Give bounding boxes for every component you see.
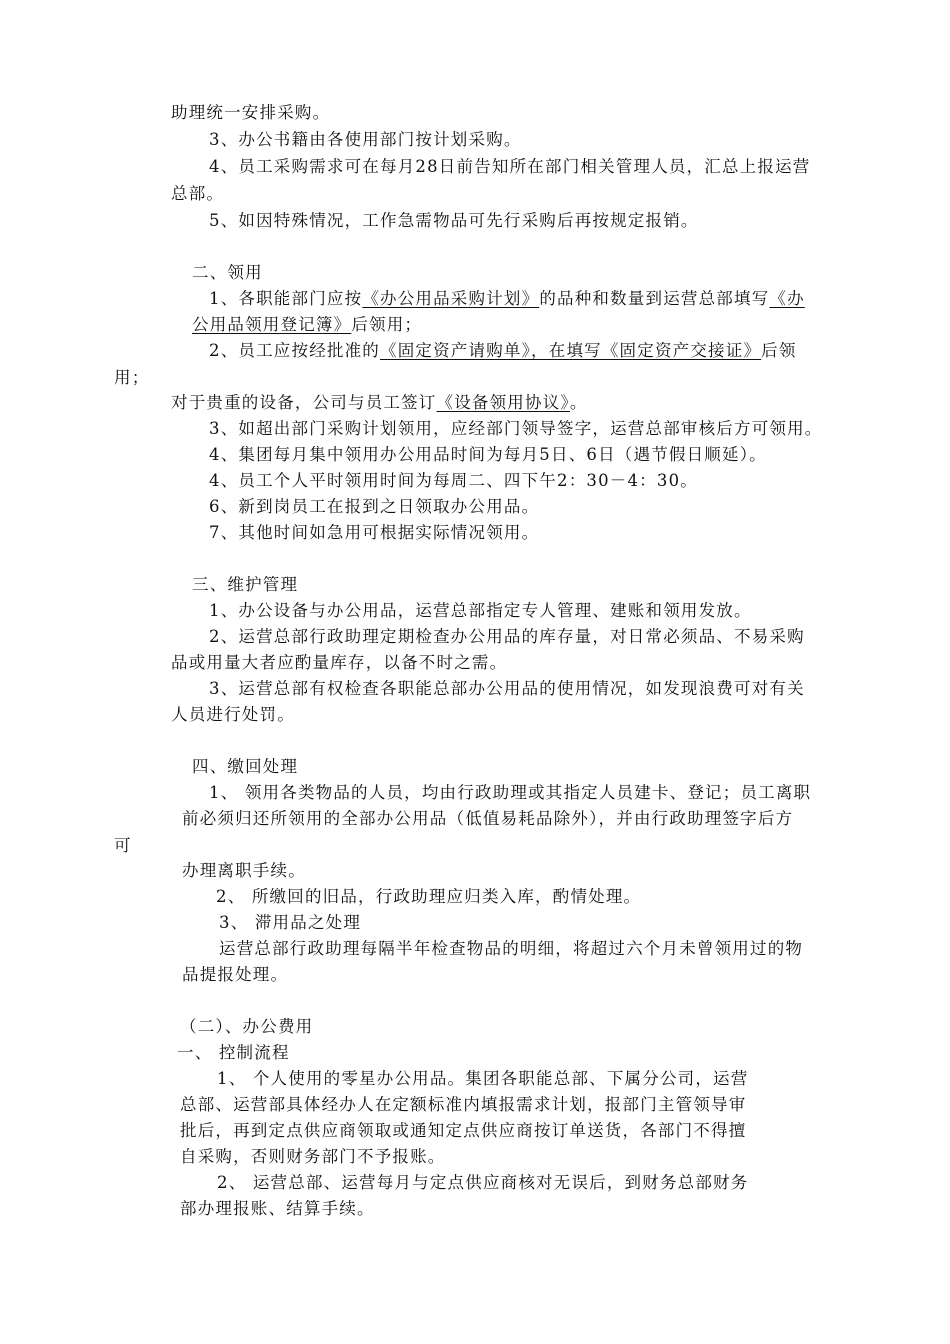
text-run: 2、员工应按经批准的 (209, 341, 380, 360)
text-line: 品或用量大者应酌量库存，以备不时之需。 (171, 653, 508, 672)
text-line: 办理离职手续。 (182, 861, 306, 880)
text-run: 。 (569, 393, 588, 412)
text-line: 总部、运营部具体经办人在定额标准内填报需求计划，报部门主管领导审 (180, 1095, 747, 1114)
text-line (209, 339, 797, 363)
text-run: 对于贵重的设备，公司与员工签订 (171, 393, 437, 412)
text-line (209, 287, 805, 311)
text-line: 批后，再到定点供应商领取或通知定点供应商按订单送货，各部门不得擅 (180, 1121, 747, 1140)
doc-reference: 《设备领用协议》 (436, 393, 570, 412)
text-line: 2、 运营总部、运营每月与定点供应商核对无误后，到财务总部财务 (217, 1173, 749, 1192)
text-line: 1、 个人使用的零星办公用品。集团各职能总部、下属分公司，运营 (217, 1069, 749, 1088)
doc-reference: 《办 (769, 289, 805, 308)
text-line (171, 391, 588, 415)
text-line: 4、员工采购需求可在每月28日前告知所在部门相关管理人员，汇总上报运营 (209, 157, 811, 176)
text-line: 用； (114, 368, 150, 387)
section-heading: 四、缴回处理 (192, 757, 299, 776)
doc-reference: 《固定资产请购单》，在填写《固定资产交接证》 (380, 341, 762, 360)
doc-reference: 《办公用品采购计划》 (362, 289, 540, 308)
text-line: 可 (114, 836, 132, 855)
text-line: 3、如超出部门采购计划领用，应经部门领导签字，运营总部审核后方可领用。 (209, 419, 823, 438)
text-run: 的品种和数量到运营总部填写 (539, 289, 770, 308)
text-line: 运营总部行政助理每隔半年检查物品的明细，将超过六个月未曾领用过的物 (219, 939, 804, 958)
text-line: 自采购，否则财务部门不予报账。 (180, 1147, 446, 1166)
text-line: 2、运营总部行政助理定期检查办公用品的库存量，对日常必须品、不易采购 (209, 627, 805, 646)
text-line: 助理统一安排采购。 (171, 103, 331, 122)
text-run: 后领用； (351, 315, 423, 334)
text-line: 4、集团每月集中领用办公用品时间为每月5日、6日（遇节假日顺延）。 (209, 445, 767, 464)
text-run: 1、各职能部门应按 (209, 289, 363, 308)
text-line: 总部。 (171, 184, 225, 203)
text-line: 3、 滞用品之处理 (219, 913, 362, 932)
section-heading: 一、 控制流程 (177, 1043, 290, 1062)
text-line: 1、办公设备与办公用品，运营总部指定专人管理、建账和领用发放。 (209, 601, 752, 620)
text-line: 人员进行处罚。 (171, 705, 295, 724)
text-line: 1、 领用各类物品的人员，均由行政助理或其指定人员建卡、登记；员工离职 (209, 783, 812, 802)
text-line: 品提报处理。 (182, 965, 289, 984)
text-line: 2、 所缴回的旧品，行政助理应归类入库，酌情处理。 (216, 887, 642, 906)
section-heading: 三、维护管理 (192, 575, 299, 594)
text-line: 4、员工个人平时领用时间为每周二、四下午2：30－4：30。 (209, 471, 698, 490)
text-line: 部办理报账、结算手续。 (180, 1199, 375, 1218)
section-heading: （二）、办公费用 (180, 1017, 314, 1036)
section-heading: 二、领用 (192, 263, 263, 282)
text-line: 3、运营总部有权检查各职能总部办公用品的使用情况，如发现浪费可对有关 (209, 679, 805, 698)
doc-reference: 公用品领用登记簿》 (192, 315, 352, 334)
text-line: 3、办公书籍由各使用部门按计划采购。 (209, 130, 522, 149)
text-line (192, 313, 422, 337)
text-line: 7、其他时间如急用可根据实际情况领用。 (209, 523, 540, 542)
text-run: 后领 (761, 341, 797, 360)
text-line: 6、新到岗员工在报到之日领取办公用品。 (209, 497, 540, 516)
text-line: 5、如因特殊情况，工作急需物品可先行采购后再按规定报销。 (209, 211, 699, 230)
text-line: 前必须归还所领用的全部办公用品（低值易耗品除外），并由行政助理签字后方 (182, 809, 794, 828)
